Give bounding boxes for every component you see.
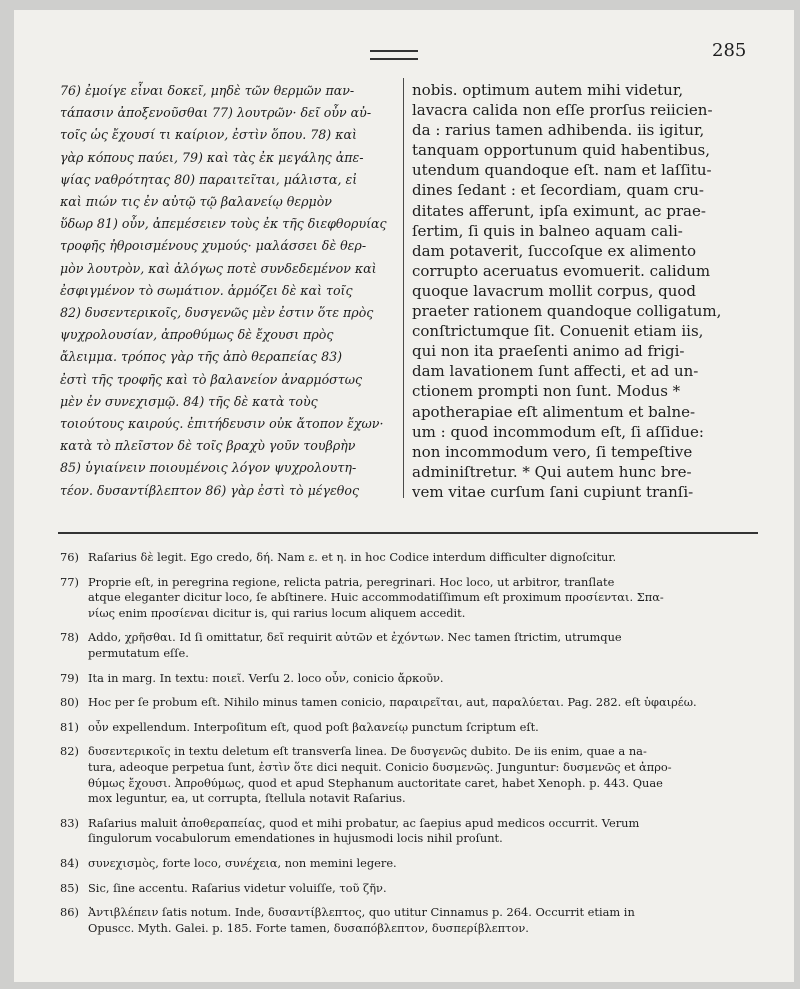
footnote-body [88, 695, 764, 711]
footnote [60, 744, 764, 806]
greek-text-line: μὸν λουτρὸν, καὶ ἀλόγως ποτὲ συνδεδεμένον καὶ [60, 260, 377, 276]
footnote [60, 856, 764, 872]
greek-text-line: ψυχρολουσίαν, ἀπροθύμως δὲ ἔχουσι πρὸς [60, 327, 334, 343]
footnote [60, 881, 764, 897]
header-ornament [370, 50, 418, 60]
footnote-line: Hoc per ſe probum eſt. Nihilo minus tamen conicio, παραιρεῖται, aut, παραλύεται. Pag. 282. eſt ὑφαιρέω. [88, 695, 697, 710]
greek-text-line: 76) ἐμοίγε εἶναι δοκεῖ, μηδὲ τῶν θερμῶν παν- [60, 83, 355, 98]
footnote-line: Ita in marg. In textu: ποιεῖ. Verſu 2. loco οὖν, conicio ἄρκοῦν. [88, 670, 444, 685]
latin-text-line: non incommodum vero, ſi tempeſtive [412, 442, 693, 461]
footnote [60, 671, 764, 687]
footnote-body [88, 905, 764, 936]
latin-text-line: um : quod incommodum eſt, ſi aſſidue: [412, 422, 704, 441]
footnote-line: Raſarius maluit ἀποθεραπείας, quod et mihi probatur, ac ſaepius apud medicos occurrit. Verum [88, 815, 640, 830]
footnote-body [88, 744, 764, 806]
latin-text-line: da : rarius tamen adhibenda. iis igitur, [412, 121, 705, 140]
footnote-number: 85) [60, 880, 79, 895]
greek-text-line: τάπασιν ἀποξενοῦσθαι 77) λουτρῶν· δεῖ οὖν αὐ- [60, 105, 372, 121]
greek-text-line: κατὰ τὸ πλεῖστον δὲ τοῖς βραχὺ γοῦν τουβρὴν [60, 438, 356, 454]
footnote [60, 550, 764, 566]
footnote-rule [58, 532, 758, 534]
greek-text-line: γὰρ κόπους παύει, 79) καὶ τὰς ἐκ μεγάλης ἀπε- [60, 149, 364, 165]
greek-text-line: μὲν ἐν συνεχισμῷ. 84) τῆς δὲ κατὰ τοὺς [60, 393, 318, 409]
footnote-body [88, 550, 764, 566]
greek-text-line: καὶ πιών τις ἐν αὐτῷ τῷ βαλανείῳ θερμὸν [60, 194, 332, 210]
greek-text-line: τροφῆς ἠθροισμένους χυμούς· μαλάσσει δὲ θερ- [60, 238, 367, 254]
footnote-number: 86) [60, 905, 79, 920]
greek-text-line: τέον. δυσαντίβλεπτον 86) γὰρ ἐστὶ τὸ μέγεθος [60, 482, 360, 498]
latin-text-line: ctionem prompti non ſunt. Modus * [412, 382, 681, 401]
footnote-number: 80) [60, 695, 79, 710]
latin-text-line: nobis. optimum autem mihi videtur, [412, 81, 684, 99]
greek-text-line: ἄλειμμα. τρόπος γὰρ τῆς ἀπὸ θεραπείας 83) [60, 349, 343, 365]
latin-translation-column [412, 80, 752, 502]
latin-text-line: ditates afferunt, ipſa eximunt, ac prae- [412, 201, 706, 220]
footnote-line: Opuscc. Myth. Galei. p. 185. Forte tamen, δυσαπόβλεπτον, δυσπερίβλεπτον. [88, 920, 529, 935]
latin-text-line: dines ſedant : et ſecordiam, quam cru- [412, 181, 704, 200]
footnote-line: συνεχισμὸς, forte loco, συνέχεια, non memini legere. [88, 855, 397, 870]
footnote-line: ſingulorum vocabulorum emendationes in hujusmodi locis nihil proſunt. [88, 831, 503, 846]
footnote-body [88, 575, 764, 622]
footnote-number: 78) [60, 630, 79, 645]
footnote-line: Addo, χρῆσθαι. Id ſi omittatur, δεῖ requirit αὐτῶν et ἐχόντων. Nec tamen ſtrictim, utrumque [88, 630, 622, 645]
greek-text-line: ψίας ναθρότητας 80) παραιτεῖται, μάλιστα, εἰ [60, 171, 358, 187]
footnote-body [88, 816, 764, 847]
footnote-line: νίως enim προσίεναι dicitur is, qui rarius locum aliquem accedit. [88, 605, 466, 620]
page-number: 285 [712, 40, 747, 61]
footnote [60, 816, 764, 847]
footnote-line: Raſarius δὲ legit. Ego credo, δή. Nam ε. et η. in hoc Codice interdum difficulter dignoſcitur. [88, 550, 617, 564]
footnote-line: Ἀντιβλέπειν ſatis notum. Inde, δυσαντίβλεπτος, quo utitur Cinnamus p. 264. Occurrit etiam in [88, 905, 635, 920]
footnote-body [88, 720, 764, 736]
footnote-body [88, 856, 764, 872]
latin-text-line: tanquam opportunum quid habentibus, [412, 141, 710, 160]
footnote-line: tura, adeoque perpetua ſunt, ἐστὶν ὅτε dici nequit. Conicio δυσμενῶς. Junguntur: δυσμενῶς et ἀπρο- [88, 759, 672, 774]
footnote-body [88, 630, 764, 661]
greek-text-column [60, 80, 396, 502]
greek-text-line: ἐσφιγμένον τὸ σωμάτιον. ἁρμόζει δὲ καὶ τοῖς [60, 282, 353, 298]
latin-text-line: qui non ita praeſenti animo ad frigi- [412, 342, 685, 361]
footnote [60, 695, 764, 711]
latin-text-line: lavacra calida non eſſe prorſus reiicien- [412, 101, 713, 120]
footnote-line: οὖν expellendum. Interpoſitum eſt, quod poſt βαλανείῳ punctum ſcriptum eſt. [88, 719, 539, 734]
footnote-body [88, 881, 764, 897]
book-page [14, 10, 794, 982]
latin-text-line: utendum quandoque eſt. nam et laſſitu- [412, 161, 712, 180]
footnote [60, 575, 764, 622]
footnote-number: 77) [60, 574, 79, 589]
footnote-number: 82) [60, 744, 79, 759]
greek-text-line: 85) ὑγιαίνειν ποιουμένοις λόγον ψυχρολουτη- [60, 460, 357, 476]
latin-text-line: vem vitae curſum ſani cupiunt tranſi- [412, 482, 694, 501]
footnote-number: 76) [60, 550, 79, 564]
greek-text-line: τοῖς ὡς ἔχουσί τι καίριον, ἐστὶν ὅπου. 78) καὶ [60, 127, 357, 143]
latin-text-line: dam lavationem ſunt affecti, et ad un- [412, 362, 699, 381]
greek-text-line: τοιούτους καιρούς. ἐπιτήδευσιν οὐκ ἄτοπον ἔχων· [60, 416, 384, 432]
latin-text-line: quoque lavacrum mollit corpus, quod [412, 281, 697, 300]
footnote-number: 83) [60, 815, 79, 830]
latin-text-line: corrupto aceruatus evomuerit. calidum [412, 261, 711, 280]
latin-text-line: adminiſtretur. * Qui autem hunc bre- [412, 462, 692, 481]
footnote [60, 905, 764, 936]
footnote-body [88, 671, 764, 687]
footnotes [60, 550, 764, 945]
greek-text-line: 82) δυσεντερικοῖς, δυσγενῶς μὲν ἐστιν ὅτε πρὸς [60, 305, 374, 321]
footnote-line: atque eleganter dicitur loco, ſe abſtinere. Huic accommodatiſſimum eſt proximum προσίενται. Σπα- [88, 590, 664, 605]
greek-text-line: ἐστὶ τῆς τροφῆς καὶ τὸ βαλανείον ἀναρμόστως [60, 371, 363, 387]
footnote-line: Sic, ſine accentu. Raſarius videtur voluiſſe, τοῦ ζῆν. [88, 880, 387, 895]
footnote-line: δυσεντερικοῖς in textu deletum eſt transverſa linea. De δυσγενῶς dubito. De iis enim, quae a na- [88, 744, 647, 759]
footnote [60, 630, 764, 661]
footnote-number: 81) [60, 719, 79, 734]
footnote-line: permutatum eſſe. [88, 645, 189, 660]
footnote [60, 720, 764, 736]
footnote-number: 79) [60, 670, 79, 685]
footnote-line: mox leguntur, ea, ut corrupta, ſtellula notavit Raſarius. [88, 791, 406, 806]
column-divider [403, 78, 404, 498]
latin-text-line: praeter rationem quandoque colligatum, [412, 302, 722, 321]
footnote-number: 84) [60, 855, 79, 870]
latin-text-line: conſtrictumque ſit. Conuenit etiam iis, [412, 322, 704, 341]
latin-text-line: dam potaverit, ſuccoſque ex alimento [412, 241, 696, 260]
latin-text-line: apotherapiae eſt alimentum et balne- [412, 402, 696, 421]
footnote-line: Proprie eſt, in peregrina regione, relicta patria, peregrinari. Hoc loco, ut arbitror, tranſlate [88, 574, 615, 589]
footnote-line: θύμως ἔχουσι. Ἀπροθύμως, quod et apud Stephanum auctoritate caret, habet Xenoph. p. 443. Quae [88, 775, 663, 790]
greek-text-line: ὕδωρ 81) οὖν, ἀπεμέσειεν τοὺς ἐκ τῆς διεφθορυίας [60, 216, 387, 232]
latin-text-line: ſertim, ſi quis in balneo aquam cali- [412, 221, 683, 240]
